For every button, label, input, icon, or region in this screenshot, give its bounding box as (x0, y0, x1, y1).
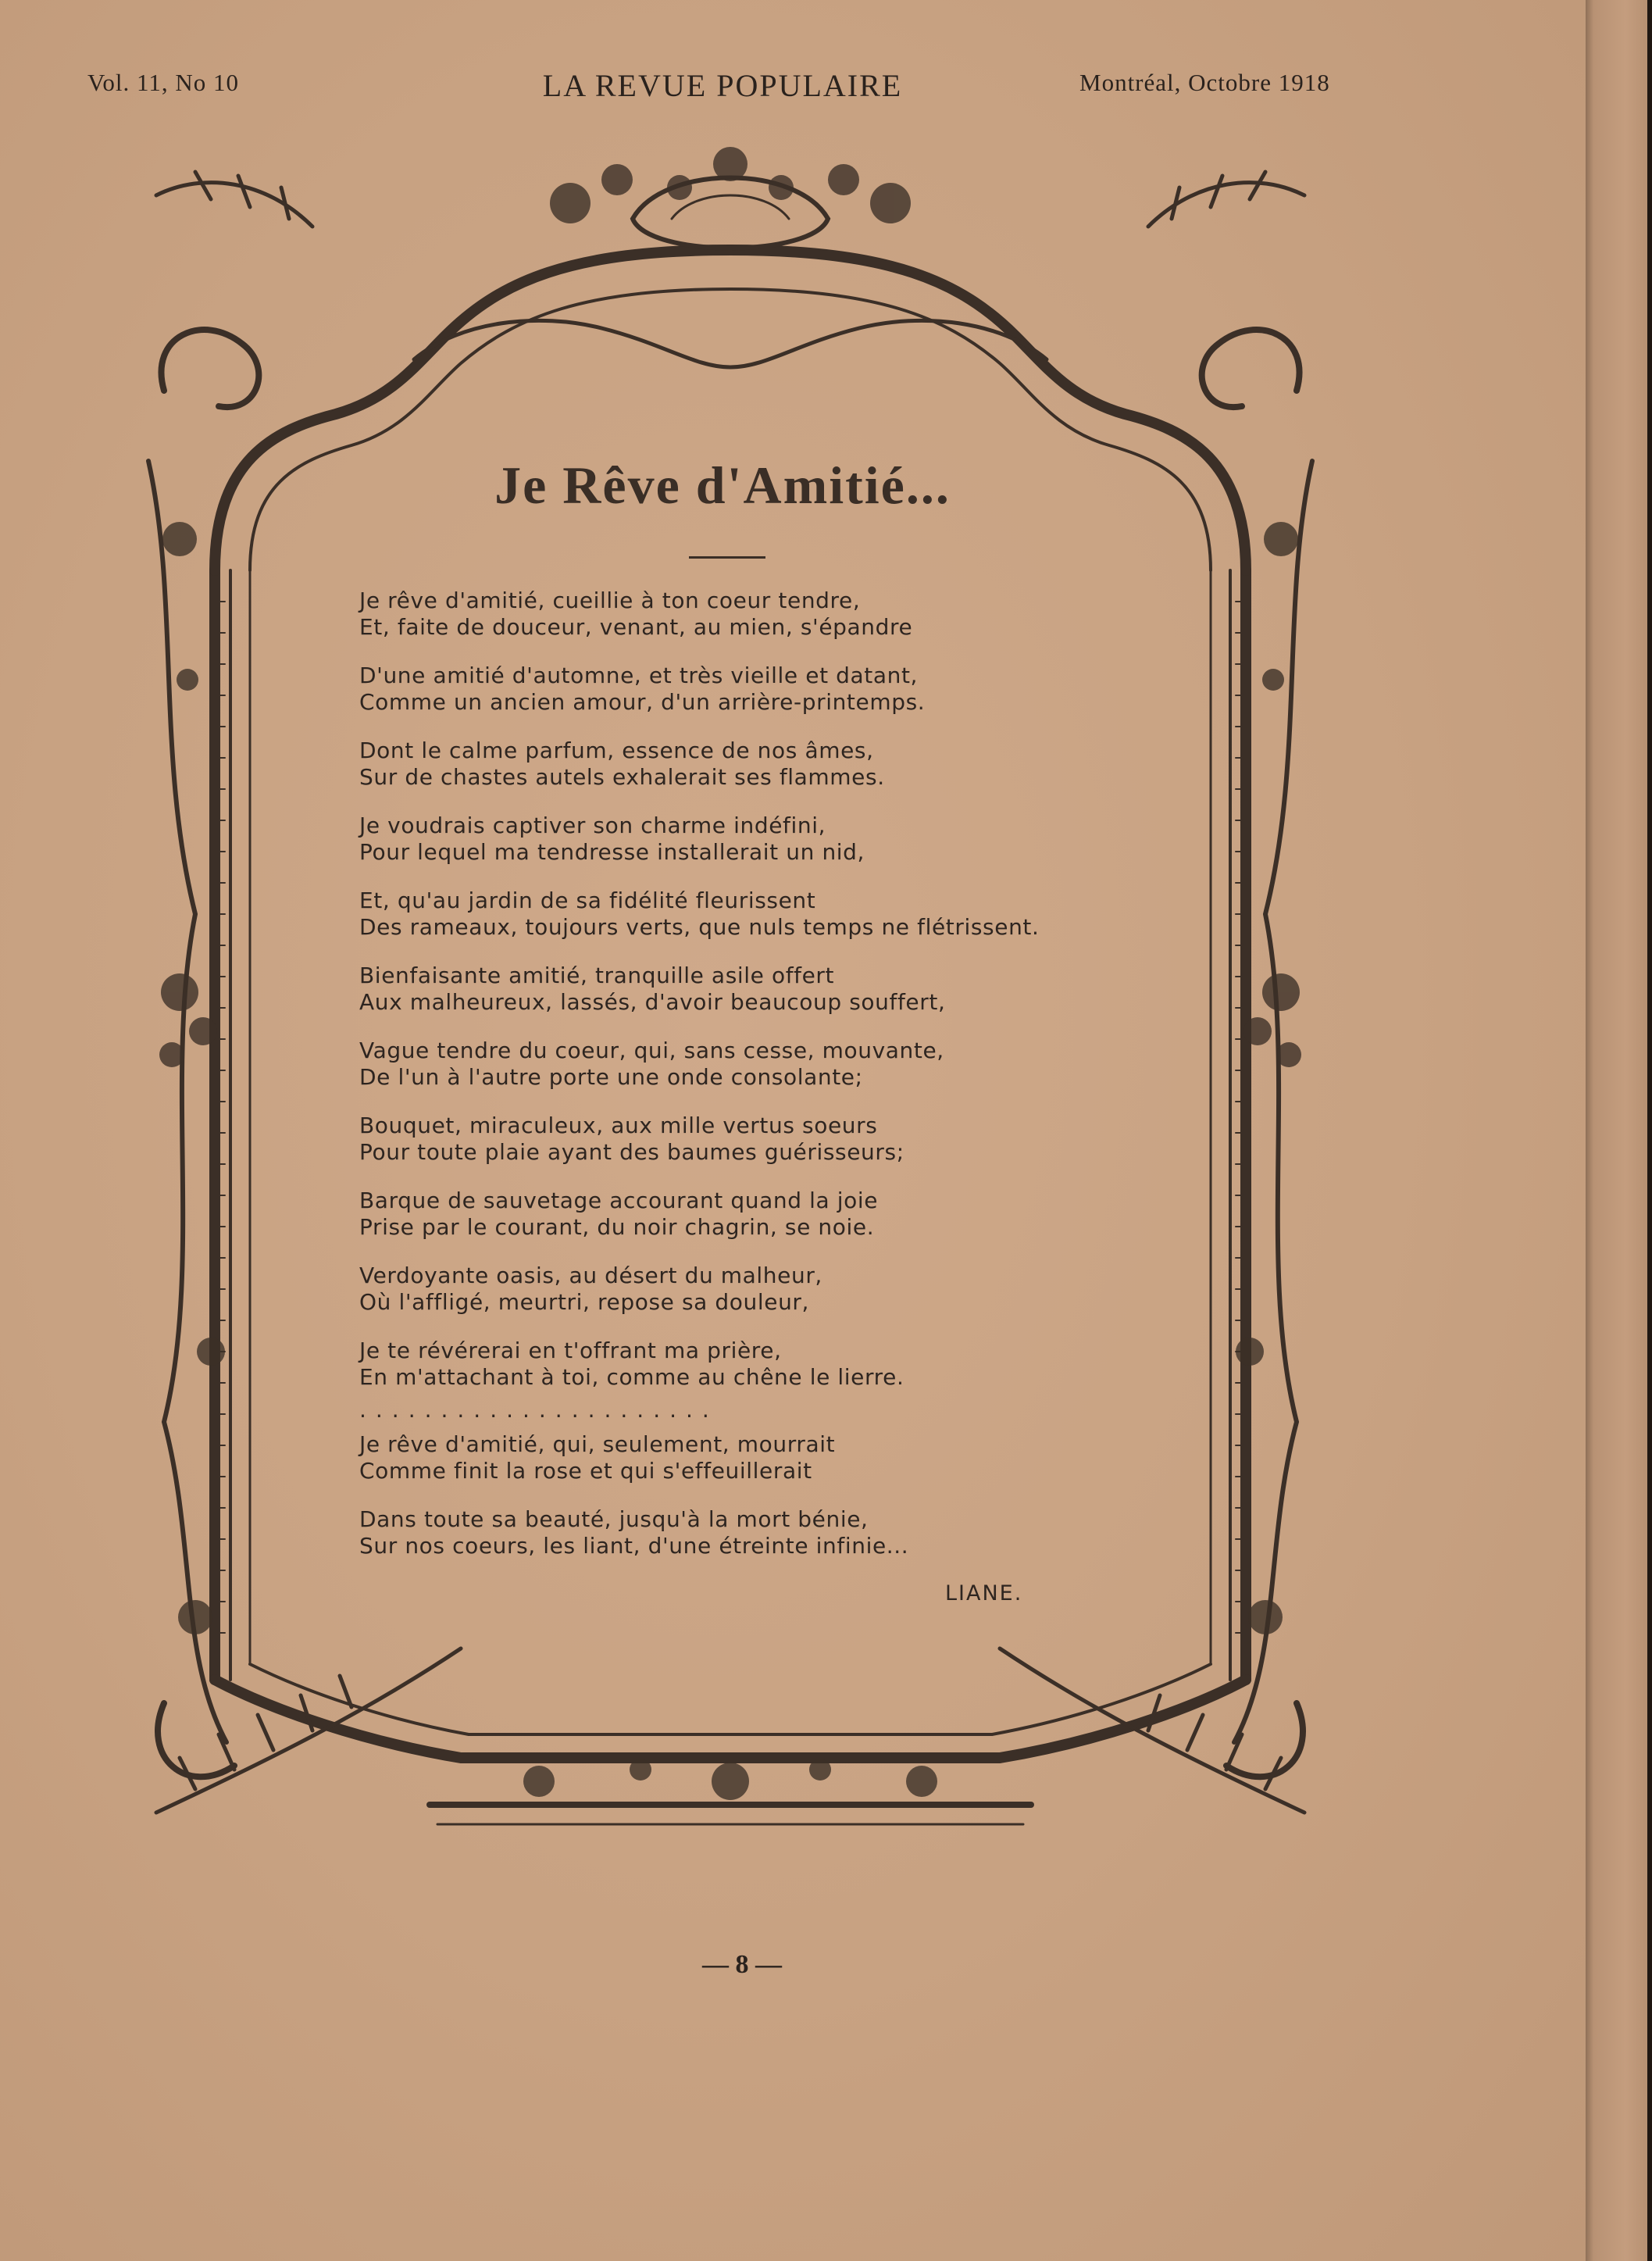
poem-line: Verdoyante oasis, au désert du malheur, (359, 1263, 822, 1288)
binding-gutter (1586, 0, 1652, 2261)
poem-line: Je voudrais captiver son charme indéfini, (359, 813, 826, 838)
poem-line: Bouquet, miraculeux, aux mille vertus soeurs (359, 1113, 878, 1138)
poem-line: Sur de chastes autels exhalerait ses flammes. (359, 764, 885, 790)
poem-line: Bienfaisante amitié, tranquille asile offert (359, 963, 835, 988)
poem-line: Comme un ancien amour, d'un arrière-printemps. (359, 689, 926, 715)
poem-line: De l'un à l'autre porte une onde consolante; (359, 1064, 863, 1090)
stanza (359, 1113, 1140, 1166)
poem-line: Barque de sauvetage accourant quand la joie (359, 1188, 879, 1213)
issue-volume: Vol. 11, No 10 (87, 69, 239, 96)
poem-line: Où l'affligé, meurtri, repose sa douleur, (359, 1289, 810, 1315)
poem-line: Comme finit la rose et qui s'effeuillerait (359, 1458, 812, 1484)
poem-line: Des rameaux, toujours verts, que nuls temps ne flétrissent. (359, 914, 1040, 940)
poem-line: Dont le calme parfum, essence de nos âmes, (359, 738, 874, 763)
poem-line: Je te révérerai en t'offrant ma prière, (359, 1338, 782, 1363)
poem-line: Et, qu'au jardin de sa fidélité fleurissent (359, 888, 816, 913)
stanza (359, 1431, 1140, 1484)
stanza (359, 1188, 1140, 1241)
stanza (359, 1338, 1140, 1391)
poem-body (359, 588, 1140, 1581)
poem-line: Pour toute plaie ayant des baumes guérisseurs; (359, 1139, 904, 1165)
poem-line: Dans toute sa beauté, jusqu'à la mort bénie, (359, 1506, 869, 1532)
magazine-title: LA REVUE POPULAIRE (542, 68, 903, 103)
stanza (359, 1263, 1140, 1316)
poem-line: Prise par le courant, du noir chagrin, se noie. (359, 1214, 875, 1240)
poem-line: Et, faite de douceur, venant, au mien, s'épandre (359, 614, 913, 640)
stanza (359, 888, 1140, 941)
stanza-separator: ...................... (359, 1397, 719, 1423)
poem-line: En m'attachant à toi, comme au chêne le lierre. (359, 1364, 904, 1390)
stanza (359, 588, 1140, 641)
stanza (359, 963, 1140, 1016)
poem-line: Je rêve d'amitié, cueillie à ton coeur tendre, (359, 588, 861, 613)
poem-line: Aux malheureux, lassés, d'avoir beaucoup souffert, (359, 989, 946, 1015)
page-edge (1647, 0, 1652, 2261)
poem-line: Vague tendre du coeur, qui, sans cesse, mouvante, (359, 1038, 944, 1063)
poem-line: Je rêve d'amitié, qui, seulement, mourrait (359, 1431, 836, 1457)
poem-line: D'une amitié d'automne, et très vieille et datant, (359, 663, 919, 688)
poem-line: Sur nos coeurs, les liant, d'une étreinte infinie... (359, 1533, 909, 1559)
poem-line: Pour lequel ma tendresse installerait un nid, (359, 839, 865, 865)
issue-date: Montréal, Octobre 1918 (1079, 69, 1330, 96)
title-underline (689, 556, 765, 559)
stanza (359, 1038, 1140, 1091)
stanza (359, 663, 1140, 716)
stanza (359, 1506, 1140, 1559)
stanza (359, 813, 1140, 866)
poem-author: LIANE. (945, 1581, 1023, 1606)
stanza (359, 738, 1140, 791)
poem-title: Je Rêve d'Amitié... (494, 455, 951, 515)
page-number: — 8 — (702, 1950, 782, 1979)
